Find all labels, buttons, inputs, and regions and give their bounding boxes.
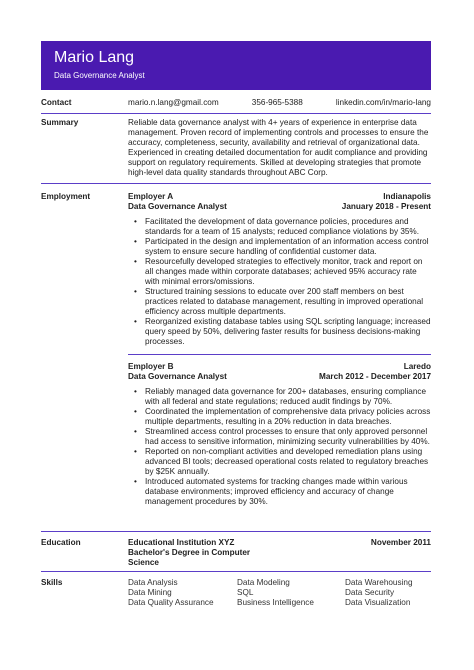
skills-label: Skills [41, 578, 63, 587]
skill-item: Data Mining [128, 588, 172, 597]
summary-text: Reliable data governance analyst with 4+ years of experience in enterprise data management. Proven record of implementing controls and processes to ensure the accuracy, completeness, security, availability and retrieval of organizational data. Experienced in creating detailed documentation for audit compliance and providing support on regulatory requirements. Skilled at developing strategies that promote high-level data quality standards throughout ABC Corp. [128, 118, 429, 177]
education-date: November 2011 [370, 538, 431, 547]
education-content [128, 538, 431, 568]
job-divider [128, 354, 431, 355]
education-section [41, 538, 431, 572]
job-bullet: • Structured training sessions to educate over 200 staff members on best practices related to database management, resulting in improved operational efficiency across multiple departments. [128, 287, 431, 317]
job-bullet: • Reliably managed data governance for 200+ databases, ensuring compliance with all federal and state regulations; reduced audit findings by 70%. [128, 387, 431, 407]
employer-name: Employer B [128, 362, 174, 371]
contact-details [128, 98, 431, 108]
job-bullet: • Coordinated the implementation of comprehensive data privacy policies across multiple departments, resulting in a 20% reduction in data breaches. [128, 407, 431, 427]
job-bullet: • Introduced automated systems for tracking changes made within various database environments; improved efficiency and accuracy of change management procedures by 30%. [128, 477, 431, 507]
job-bullet: • Reported on non-compliant activities and developed remediation plans using advanced BI tools; decreased operational costs related to regulatory breaches by $25K annually. [128, 447, 431, 477]
job-bullets [128, 387, 431, 507]
job-bullet: • Streamlined access control processes to ensure that only approved personnel had access to sensitive information, minimizing security vulnerabilities by 40%. [128, 427, 431, 447]
employment-content [128, 192, 431, 507]
candidate-role: Data Governance Analyst [54, 71, 145, 80]
job-title: Data Governance Analyst [128, 202, 227, 211]
contact-email[interactable]: mario.n.lang@gmail.com [128, 98, 219, 107]
employment-label: Employment [41, 192, 91, 201]
employer-name: Employer A [128, 192, 174, 201]
contact-phone[interactable]: 356-965-5388 [251, 98, 303, 107]
contact-label: Contact [41, 98, 72, 107]
skill-item: Data Security [345, 588, 395, 597]
contact-linkedin[interactable]: linkedin.com/in/mario-lang [335, 98, 431, 107]
skill-item: Data Visualization [345, 598, 411, 607]
summary-label: Summary [41, 118, 79, 127]
employer-location: Laredo [403, 362, 431, 371]
education-label: Education [41, 538, 81, 547]
contact-section [41, 98, 431, 114]
job-bullet: • Facilitated the development of data governance policies, procedures and standards for a team of 15 analysts; reduced compliance violations by 35%. [128, 217, 431, 237]
skill-item: Data Quality Assurance [128, 598, 214, 607]
job-bullet: • Participated in the design and implementation of an information access control system to ensure secure handling of confidential customer data. [128, 237, 431, 257]
employment-section [41, 192, 431, 532]
candidate-name: Mario Lang [54, 49, 135, 66]
job-dates: January 2018 - Present [341, 202, 431, 211]
skills-grid [128, 578, 431, 608]
job-entry [128, 362, 431, 507]
skill-item: Business Intelligence [237, 598, 314, 607]
summary-section [41, 118, 431, 184]
job-dates: March 2012 - December 2017 [319, 372, 431, 381]
employer-location: Indianapolis [383, 192, 431, 201]
job-entry [128, 192, 431, 347]
skill-item: SQL [237, 588, 254, 597]
job-bullet: • Resourcefully developed strategies to effectively monitor, track and report on all changes made within corporate databases; achieved 95% accuracy rate with minimal errors/omissions. [128, 257, 431, 287]
skill-item: Data Modeling [237, 578, 290, 587]
skill-item: Data Analysis [128, 578, 178, 587]
job-bullets [128, 217, 431, 347]
degree-name: Bachelor's Degree in Computer Science [128, 548, 251, 567]
institution-name: Educational Institution XYZ [128, 538, 235, 547]
skill-item: Data Warehousing [345, 578, 413, 587]
job-bullet: • Reorganized existing database tables using SQL scripting language; increased query speed by 50%, delivering faster results for business decisions-making processes. [128, 317, 431, 347]
job-title: Data Governance Analyst [128, 372, 227, 381]
resume-header [41, 41, 431, 90]
skills-section [41, 578, 431, 614]
